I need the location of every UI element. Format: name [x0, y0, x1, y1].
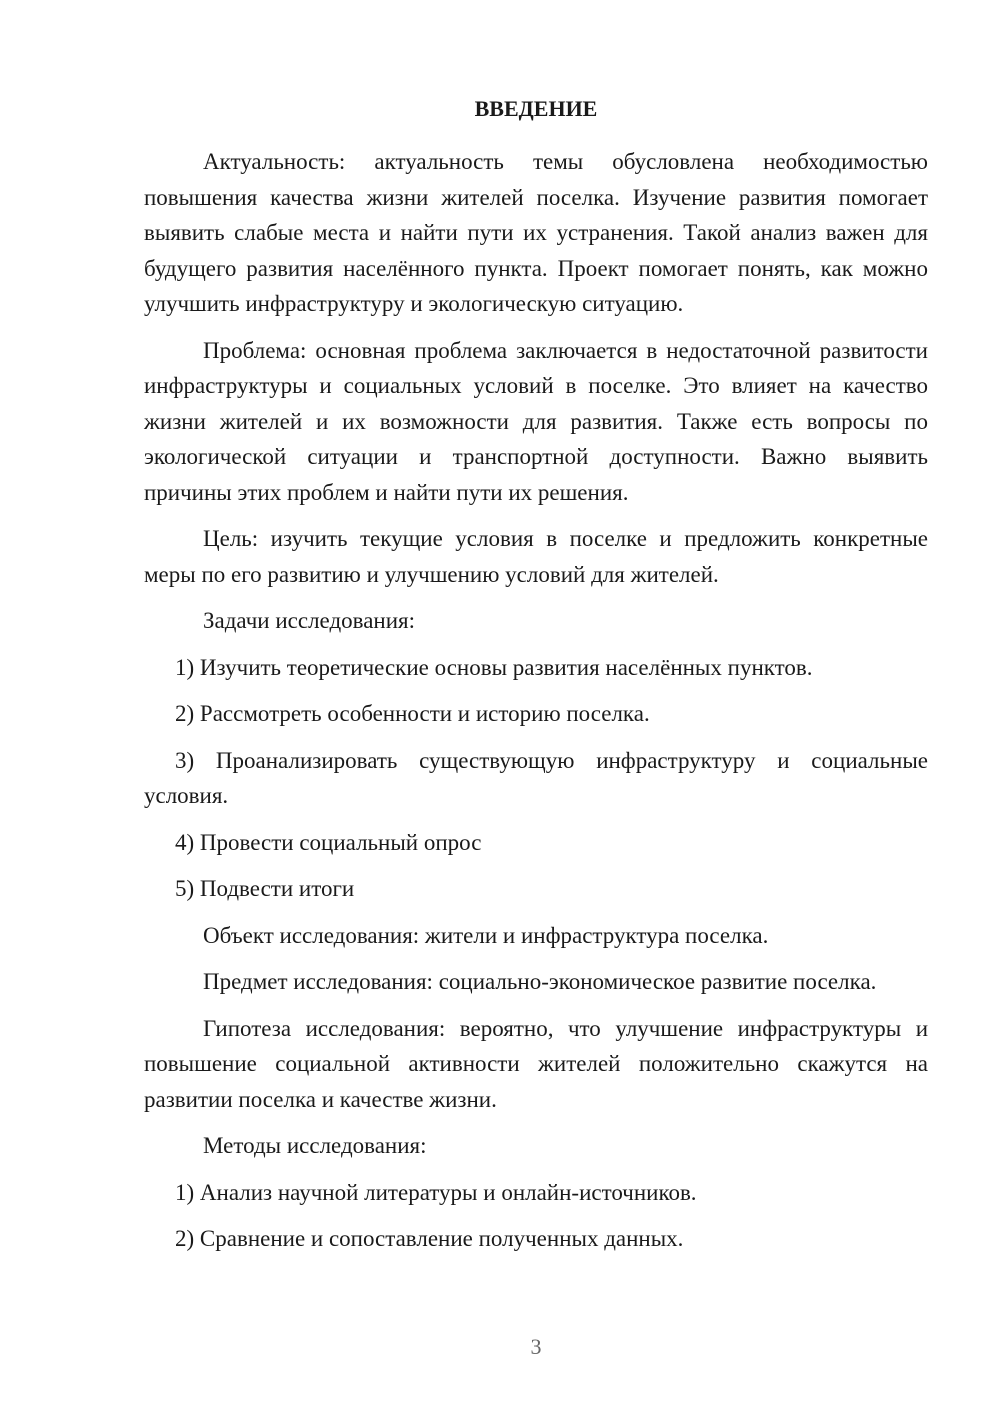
object-paragraph: Объект исследования: жители и инфраструктура поселка. — [203, 922, 769, 948]
subject-paragraph: Предмет исследования: социально-экономическое развитие поселка. — [203, 969, 877, 994]
page-number: 3 — [530, 1334, 542, 1359]
task-item: 1) Изучить теоретические основы развития населённых пунктов. — [175, 654, 813, 680]
goal-paragraph: Цель: изучить текущие условия в поселке и предложить конкретные меры по его развитию и улучшению условий для жителей. — [144, 526, 928, 587]
task-item: 4) Провести социальный опрос — [175, 829, 482, 855]
tasks-heading: Задачи исследования: — [203, 608, 416, 633]
task-item: 5) Подвести итоги — [175, 876, 355, 901]
page-title: ВВЕДЕНИЕ — [474, 96, 598, 121]
hypothesis-paragraph: Гипотеза исследования: вероятно, что улучшение инфраструктуры и повышение социальной активности жителей положительно скажутся на развитии поселка и качестве жизни. — [144, 1015, 928, 1112]
relevance-paragraph: Актуальность: актуальность темы обусловлена необходимостью повышения качества жизни жителей поселка. Изучение развития помогает выявить слабые места и найти пути их устранения. Такой анализ важен для будущего развития населённого пункта. Проект помогает понять, как можно улучшить инфраструктуру и экологическую ситуацию. — [144, 149, 928, 316]
problem-paragraph: Проблема: основная проблема заключается в недостаточной развитости инфраструктуры и социальных условий в поселке. Это влияет на качество жизни жителей и их возможности для развития. Также есть вопросы по экологической ситуации и транспортной доступности. Важно выявить причины этих проблем и найти пути их решения. — [144, 337, 928, 505]
method-item: 2) Сравнение и сопоставление полученных данных. — [175, 1226, 684, 1251]
page-content — [144, 92, 928, 1268]
method-item: 1) Анализ научной литературы и онлайн-источников. — [175, 1179, 697, 1205]
task-item: 2) Рассмотреть особенности и историю поселка. — [175, 701, 650, 726]
task-item: 3) Проанализировать существующую инфраструктуру и социальные условия. — [144, 747, 928, 808]
methods-heading: Методы исследования: — [203, 1133, 427, 1158]
